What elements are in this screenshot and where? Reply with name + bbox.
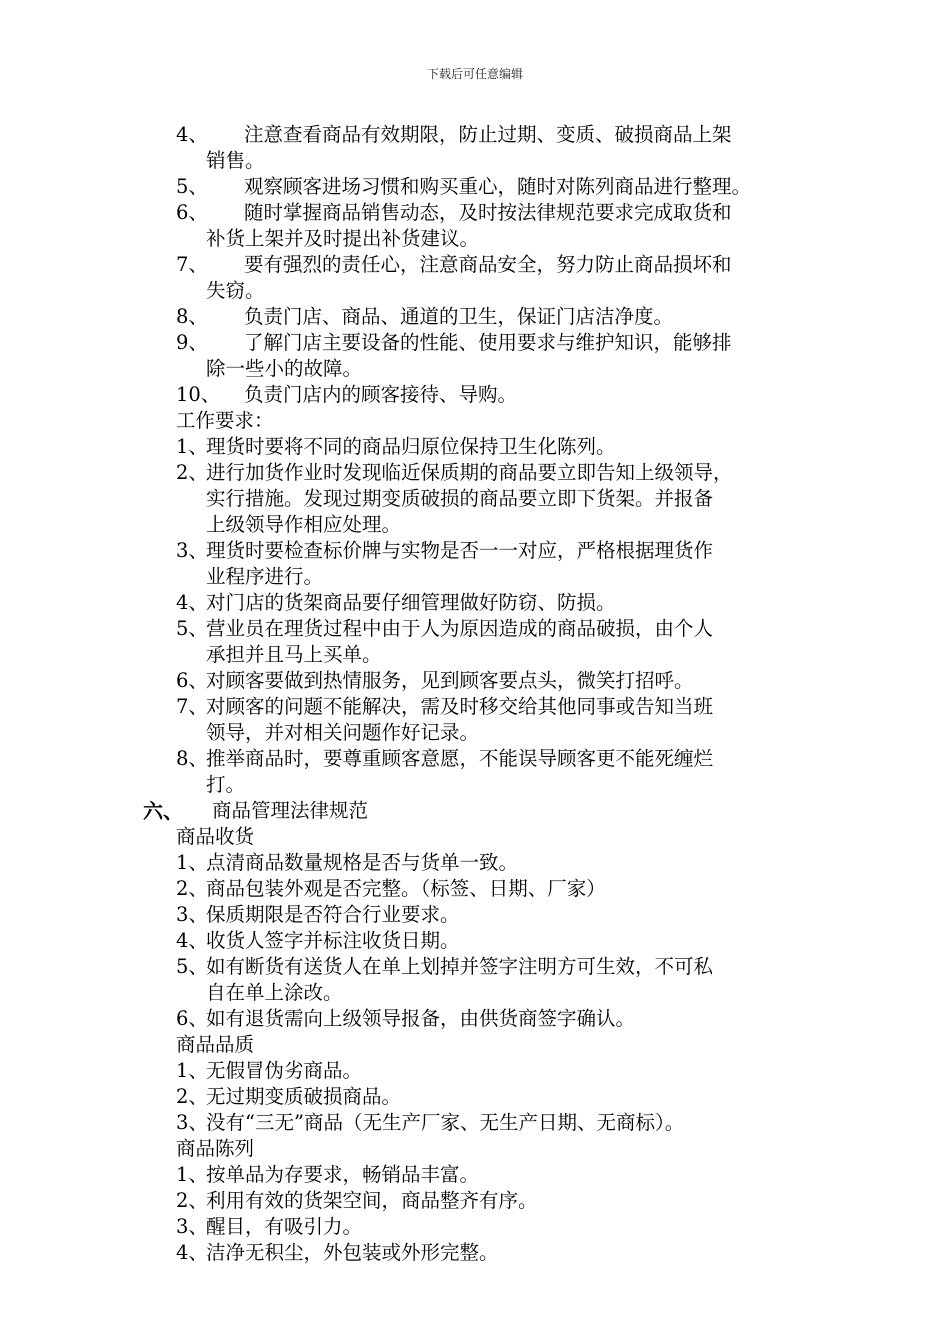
list-text: 按单品为存要求，畅销品丰富。 xyxy=(206,1163,480,1186)
list-text: 洁净无积尘，外包装或外形完整。 xyxy=(206,1241,499,1264)
list-number: 4、 xyxy=(176,123,208,146)
list-text: 除一些小的故障。 xyxy=(206,357,363,380)
list-item xyxy=(0,746,950,772)
list-number: 1、 xyxy=(176,435,208,458)
list-item-continuation xyxy=(0,720,950,746)
section-heading xyxy=(0,798,950,824)
list-item xyxy=(0,668,950,694)
list-text: 对顾客要做到热情服务，见到顾客要点头，微笑打招呼。 xyxy=(206,669,694,692)
list-item xyxy=(0,876,950,902)
list-text: 负责门店内的顾客接待、导购。 xyxy=(244,383,518,406)
list-number: 2、 xyxy=(176,877,208,900)
list-item-continuation xyxy=(0,512,950,538)
list-text: 实行措施。发现过期变质破损的商品要立即下货架。并报备 xyxy=(206,487,714,510)
list-item-continuation xyxy=(0,564,950,590)
list-number: 2、 xyxy=(176,1085,208,1108)
list-text: 无过期变质破损商品。 xyxy=(206,1085,402,1108)
list-item xyxy=(0,928,950,954)
list-number: 9、 xyxy=(176,331,208,354)
list-text: 点清商品数量规格是否与货单一致。 xyxy=(206,851,519,874)
list-text: 推举商品时，要尊重顾客意愿，不能误导顾客更不能死缠烂 xyxy=(206,747,714,770)
list-text: 对顾客的问题不能解决，需及时移交给其他同事或告知当班 xyxy=(206,695,714,718)
list-number: 4、 xyxy=(176,1241,208,1264)
list-number: 5、 xyxy=(176,175,208,198)
list-item xyxy=(0,1006,950,1032)
list-text: 打。 xyxy=(206,773,246,796)
list-item xyxy=(0,694,950,720)
list-number: 8、 xyxy=(176,747,208,770)
page-header: 下载后可任意编辑 xyxy=(426,67,523,81)
list-number: 6、 xyxy=(176,1007,208,1030)
list-item xyxy=(0,382,950,408)
work-requirements-heading xyxy=(0,408,950,434)
list-text: 业程序进行。 xyxy=(206,565,324,588)
list-number: 4、 xyxy=(176,591,208,614)
list-item xyxy=(0,1188,950,1214)
list-text: 营业员在理货过程中由于人为原因造成的商品破损，由个人 xyxy=(206,617,714,640)
list-item xyxy=(0,330,950,356)
list-text: 醒目，有吸引力。 xyxy=(206,1215,363,1238)
list-item xyxy=(0,1058,950,1084)
list-item xyxy=(0,954,950,980)
list-number: 2、 xyxy=(176,461,208,484)
list-item xyxy=(0,616,950,642)
list-number: 1、 xyxy=(176,1059,208,1082)
list-item xyxy=(0,850,950,876)
list-text: 对门店的货架商品要仔细管理做好防窃、防损。 xyxy=(206,591,616,614)
list-item-continuation xyxy=(0,642,950,668)
list-number: 10、 xyxy=(176,383,221,406)
list-text: 随时掌握商品销售动态，及时按法律规范要求完成取货和 xyxy=(244,201,732,224)
list-text: 要有强烈的责任心，注意商品安全，努力防止商品损坏和 xyxy=(244,253,732,276)
list-number: 7、 xyxy=(176,695,208,718)
list-number: 3、 xyxy=(176,1215,208,1238)
list-item xyxy=(0,200,950,226)
list-item xyxy=(0,1214,950,1240)
list-text: 理货时要检查标价牌与实物是否一一对应，严格根据理货作 xyxy=(206,539,714,562)
list-number: 4、 xyxy=(176,929,208,952)
list-text: 上级领导作相应处理。 xyxy=(206,513,402,536)
list-text: 了解门店主要设备的性能、使用要求与维护知识，能够排 xyxy=(244,331,732,354)
list-item-continuation xyxy=(0,980,950,1006)
list-item xyxy=(0,538,950,564)
list-text: 收货人签字并标注收货日期。 xyxy=(206,929,460,952)
list-text: 销售。 xyxy=(206,149,265,172)
list-item xyxy=(0,902,950,928)
list-text: 注意查看商品有效期限，防止过期、变质、破损商品上架 xyxy=(244,123,732,146)
list-item xyxy=(0,122,950,148)
list-number: 5、 xyxy=(176,617,208,640)
list-text: 没有“三无”商品（无生产厂家、无生产日期、无商标）。 xyxy=(206,1111,685,1134)
list-text: 失窃。 xyxy=(206,279,265,302)
list-text: 进行加货作业时发现临近保质期的商品要立即告知上级领导， xyxy=(206,461,733,484)
list-text: 如有断货有送货人在单上划掉并签字注明方可生效，不可私 xyxy=(206,955,714,978)
list-text: 无假冒伪劣商品。 xyxy=(206,1059,363,1082)
list-item xyxy=(0,1110,950,1136)
list-number: 1、 xyxy=(176,851,208,874)
list-item xyxy=(0,434,950,460)
section-title: 商品管理法律规范 xyxy=(212,799,369,822)
list-text: 保质期限是否符合行业要求。 xyxy=(206,903,460,926)
list-item-continuation xyxy=(0,486,950,512)
list-item xyxy=(0,460,950,486)
subheading-text: 商品收货 xyxy=(176,825,255,848)
list-text: 领导，并对相关问题作好记录。 xyxy=(206,721,480,744)
list-text: 利用有效的货架空间，商品整齐有序。 xyxy=(206,1189,538,1212)
subheading-text: 商品品质 xyxy=(176,1033,255,1056)
list-item xyxy=(0,174,950,200)
list-text: 商品包装外观是否完整。（标签、日期、厂家） xyxy=(206,877,606,900)
list-number: 7、 xyxy=(176,253,208,276)
list-item-continuation xyxy=(0,356,950,382)
list-item xyxy=(0,252,950,278)
list-number: 5、 xyxy=(176,955,208,978)
list-item xyxy=(0,590,950,616)
document-body xyxy=(0,122,950,1266)
list-text: 补货上架并及时提出补货建议。 xyxy=(206,227,480,250)
list-item xyxy=(0,304,950,330)
quality-heading xyxy=(0,1032,950,1058)
list-number: 3、 xyxy=(176,539,208,562)
subheading-text: 商品陈列 xyxy=(176,1137,255,1160)
list-number: 3、 xyxy=(176,903,208,926)
list-item xyxy=(0,1084,950,1110)
list-item-continuation xyxy=(0,148,950,174)
list-number: 1、 xyxy=(176,1163,208,1186)
list-number: 6、 xyxy=(176,669,208,692)
list-text: 承担并且马上买单。 xyxy=(206,643,382,666)
list-text: 理货时要将不同的商品归原位保持卫生化陈列。 xyxy=(206,435,616,458)
list-item xyxy=(0,1240,950,1266)
list-number: 2、 xyxy=(176,1189,208,1212)
list-number: 8、 xyxy=(176,305,208,328)
list-number: 6、 xyxy=(176,201,208,224)
list-item xyxy=(0,1162,950,1188)
section-number: 六、 xyxy=(143,799,183,823)
list-item-continuation xyxy=(0,226,950,252)
display-heading xyxy=(0,1136,950,1162)
list-text: 如有退货需向上级领导报备，由供货商签字确认。 xyxy=(206,1007,636,1030)
list-text: 自在单上涂改。 xyxy=(206,981,343,1004)
subheading-text: 工作要求： xyxy=(176,409,274,432)
list-item-continuation xyxy=(0,772,950,798)
list-number: 3、 xyxy=(176,1111,208,1134)
receiving-heading xyxy=(0,824,950,850)
list-item-continuation xyxy=(0,278,950,304)
list-text: 观察顾客进场习惯和购买重心，随时对陈列商品进行整理。 xyxy=(244,175,752,198)
list-text: 负责门店、商品、通道的卫生，保证门店洁净度。 xyxy=(244,305,674,328)
